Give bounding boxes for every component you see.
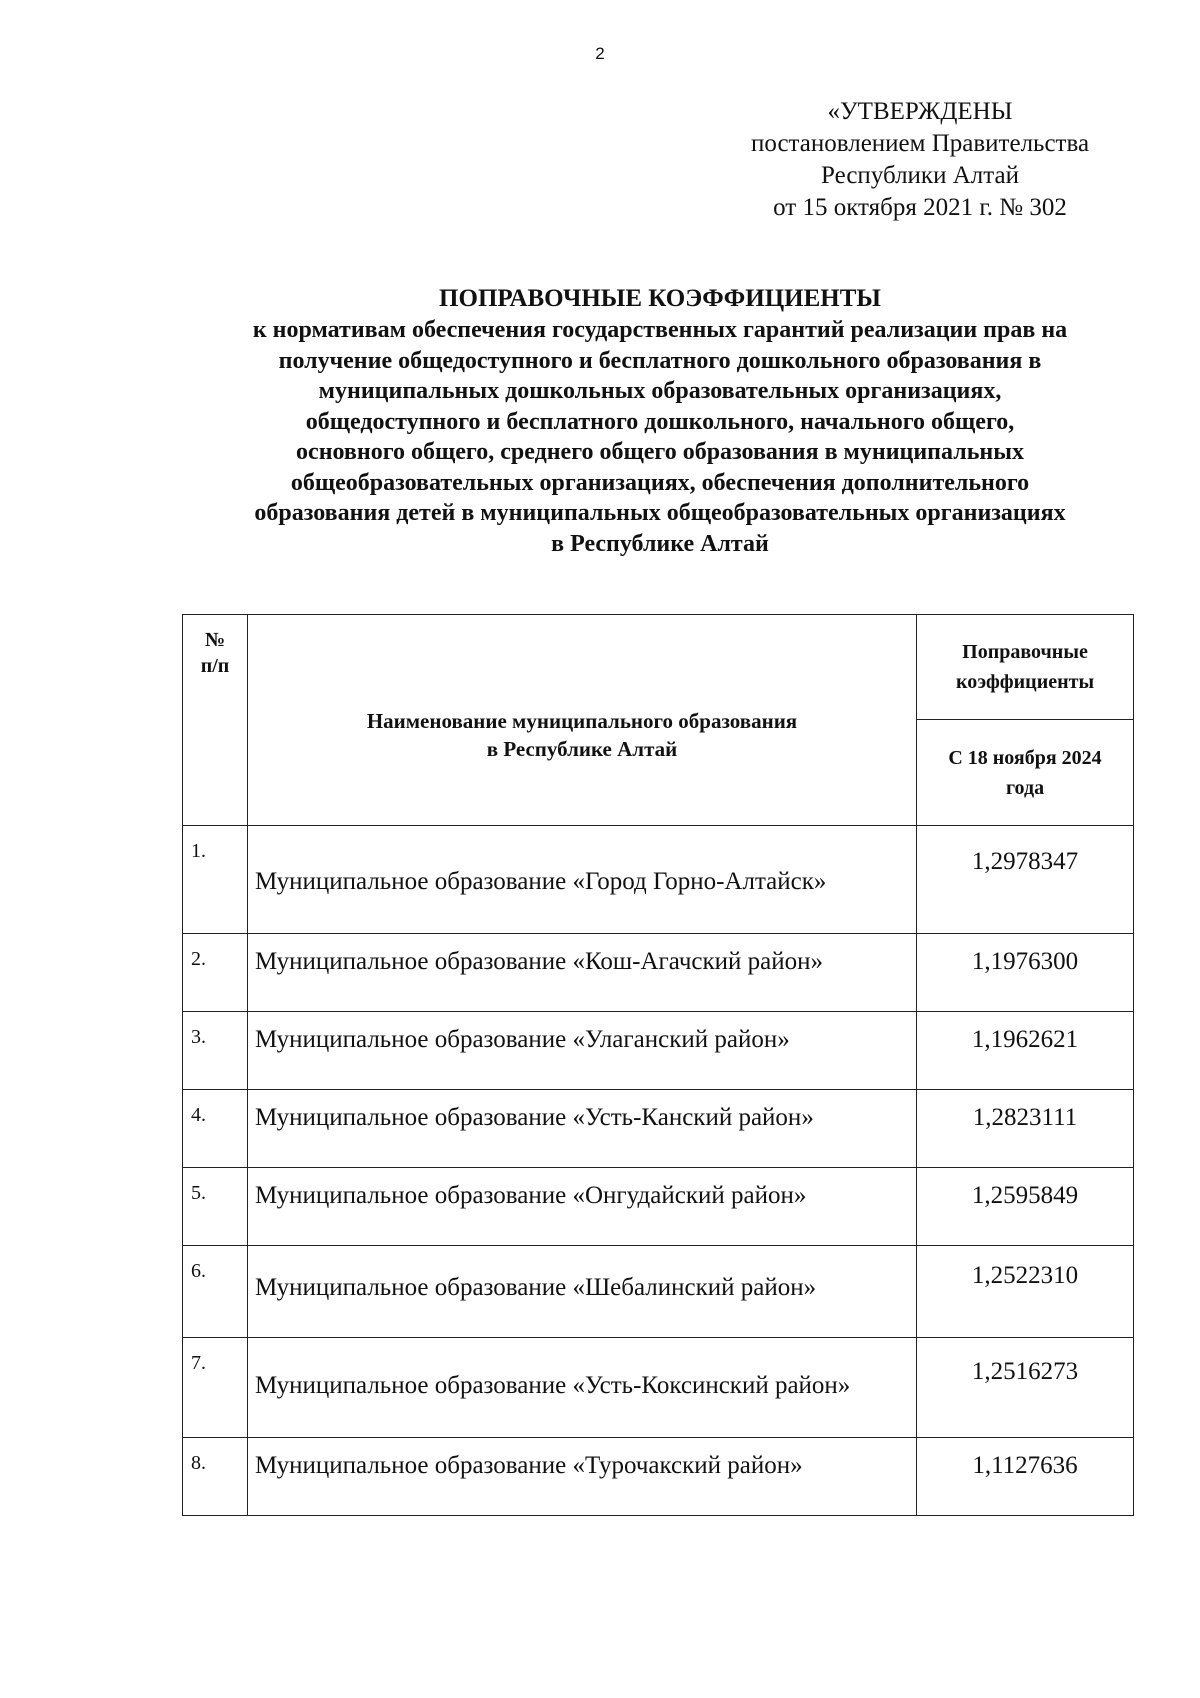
row-value: 1,2522310 — [917, 1246, 1134, 1338]
row-value: 1,2595849 — [917, 1168, 1134, 1246]
title-line: в Республике Алтай — [551, 530, 769, 557]
row-number: 2. — [183, 934, 248, 1012]
table-row — [183, 1012, 1134, 1090]
header-coefficient-cell — [917, 615, 1134, 720]
approval-date-line: от 15 октября 2021 г. № 302 — [773, 194, 1067, 221]
title-line: общеобразовательных организациях, обеспечения дополнительного — [290, 469, 1030, 496]
table-row — [183, 1168, 1134, 1246]
table-row — [183, 1246, 1134, 1338]
approval-line: постановлением Правительства — [750, 130, 1090, 157]
table-row — [183, 1338, 1134, 1438]
header-coefficient-label: Поправочные — [962, 641, 1088, 663]
row-number: 7. — [183, 1338, 248, 1438]
table-row — [183, 1090, 1134, 1168]
row-name: Муниципальное образование «Усть-Коксинский район» — [248, 1338, 917, 1438]
row-name: Муниципальное образование «Турочакский район» — [248, 1438, 917, 1516]
document-heading — [110, 283, 1200, 559]
row-value: 1,2823111 — [917, 1090, 1134, 1168]
header-number-cell — [183, 615, 248, 826]
row-number: 6. — [183, 1246, 248, 1338]
header-number-label: № — [204, 629, 226, 651]
row-name: Муниципальное образование «Усть-Канский район» — [248, 1090, 917, 1168]
row-number: 4. — [183, 1090, 248, 1168]
row-value: 1,2516273 — [917, 1338, 1134, 1438]
title-line: основного общего, среднего общего образования в муниципальных — [296, 439, 1024, 465]
row-number: 5. — [183, 1168, 248, 1246]
row-name: Муниципальное образование «Кош-Агачский район» — [248, 934, 917, 1012]
table-row — [183, 1438, 1134, 1516]
table-row — [183, 826, 1134, 934]
approval-line: «УТВЕРЖДЕНЫ — [827, 98, 1013, 125]
header-number-label: п/п — [200, 655, 230, 677]
row-value: 1,1962621 — [917, 1012, 1134, 1090]
approval-line: Республики Алтай — [821, 162, 1019, 189]
header-date-cell — [917, 720, 1134, 826]
page-number: 2 — [595, 44, 605, 63]
title-line: к нормативам обеспечения государственных гарантий реализации прав на — [252, 317, 1068, 343]
coefficients-table — [182, 614, 1134, 1516]
row-number: 1. — [183, 826, 248, 934]
row-name: Муниципальное образование «Улаганский район» — [248, 1012, 917, 1090]
title-line: получение общедоступного и бесплатного дошкольного образования в — [278, 347, 1042, 374]
row-value: 1,1127636 — [917, 1438, 1134, 1516]
document-title: ПОПРАВОЧНЫЕ КОЭФФИЦИЕНТЫ — [439, 285, 881, 312]
title-line: образования детей в муниципальных общеобразовательных организациях — [254, 500, 1066, 526]
row-name: Муниципальное образование «Онгудайский район» — [248, 1168, 917, 1246]
table-row — [183, 934, 1134, 1012]
header-date-label: года — [1005, 776, 1045, 799]
header-date-label: С 18 ноября 2024 — [948, 746, 1102, 769]
row-number: 8. — [183, 1438, 248, 1516]
row-name: Муниципальное образование «Город Горно-Алтайск» — [248, 826, 917, 934]
header-coefficient-label: коэффициенты — [955, 671, 1095, 693]
row-value: 1,1976300 — [917, 934, 1134, 1012]
row-name: Муниципальное образование «Шебалинский район» — [248, 1246, 917, 1338]
approval-stamp — [680, 96, 1160, 224]
title-line: общедоступного и бесплатного дошкольного, начального общего, — [305, 408, 1015, 435]
row-number: 3. — [183, 1012, 248, 1090]
row-value: 1,2978347 — [917, 826, 1134, 934]
table-header-row — [183, 615, 1134, 720]
header-name-cell — [248, 615, 917, 826]
header-name-label: Наименование муниципального образования — [366, 709, 798, 733]
header-name-label: в Республике Алтай — [486, 737, 678, 761]
title-line: муниципальных дошкольных образовательных организациях, — [318, 378, 1002, 404]
